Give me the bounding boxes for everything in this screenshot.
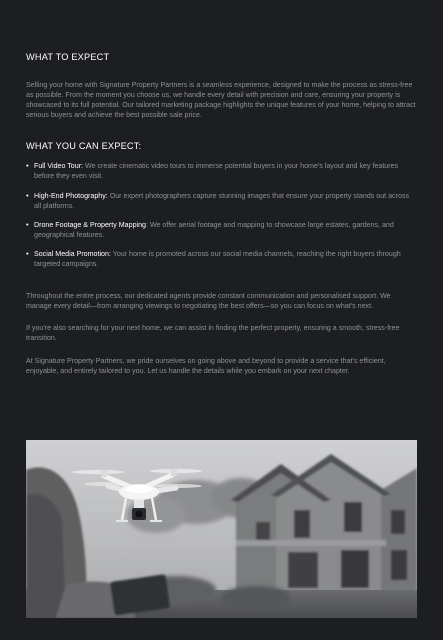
- list-item-text: Our expert photographers capture stunning images that ensure your property stands out across all platforms.: [34, 191, 410, 210]
- bullet-icon: •: [26, 190, 29, 200]
- closing-paragraph: At Signature Property Partners, we pride ourselves on going above and beyond to provide a service that's efficient, enjoyable, and entirely tailored to you. Let us handle the details while you embark on your next chapter.: [26, 356, 386, 375]
- list-item-term: Social Media Promotion:: [34, 249, 111, 258]
- list-title: WHAT YOU CAN EXPECT:: [26, 141, 142, 152]
- search-paragraph: If you're also searching for your next home, we can assist in finding the perfect property, ensuring a smooth, stress-free transition.: [26, 324, 400, 343]
- expectation-list: [26, 161, 418, 269]
- drone-house-photo: [26, 440, 417, 618]
- bullet-icon: •: [26, 161, 29, 171]
- process-paragraph: Throughout the entire process, our dedicated agents provide constant communication and personalised support. We manage every detail—from arranging viewings to negotiating the best offers—so you can focus on what's next.: [26, 292, 391, 311]
- list-item-photography: [26, 191, 418, 211]
- intro-paragraph: Selling your home with Signature Property Partners is a seamless experience, designed to make the process as stress-free as possible. From the moment you choose us, we handle every detail with precision and care, ensuring your property is showcased to its full potential. Our tailored marketing package highlights the unique features of your home, helping to attract serious buyers and achieve the best possible sale price.: [26, 81, 416, 120]
- bullet-icon: •: [26, 219, 29, 229]
- list-item-term: Full Video Tour:: [34, 162, 84, 171]
- list-item-social-media: [26, 249, 418, 269]
- content-column: [26, 52, 418, 388]
- section-title: WHAT TO EXPECT: [26, 52, 110, 62]
- list-item-text: We create cinematic video tours to immerse potential buyers in your home's layout and key features before they even visit.: [34, 162, 399, 181]
- list-item-term: High-End Photography:: [34, 191, 108, 200]
- list-item-drone: [26, 220, 418, 240]
- list-item-video-tour: [26, 161, 418, 181]
- list-item-text: : We offer aerial footage and mapping to showcase large estates, gardens, and geographical features.: [34, 220, 394, 239]
- bullet-icon: •: [26, 248, 29, 258]
- drone-photo-image: [26, 440, 417, 618]
- list-item-text: Your home is promoted across our social media channels, reaching the right buyers through targeted campaigns.: [34, 249, 401, 269]
- list-item-term: Drone Footage & Property Mapping: [34, 220, 146, 229]
